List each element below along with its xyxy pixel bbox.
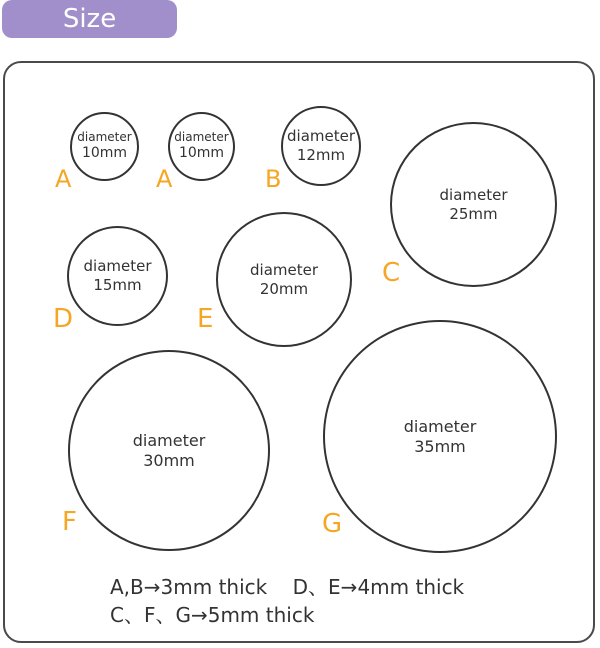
circle-a-first-label: diameter bbox=[77, 130, 132, 145]
circle-c bbox=[390, 122, 557, 287]
letter-e: E bbox=[197, 304, 214, 334]
circle-a-first-size: 10mm bbox=[81, 145, 128, 162]
circle-f-size: 30mm bbox=[143, 450, 195, 470]
circle-f bbox=[68, 350, 270, 551]
thickness-note-line-2: C、F、G→5mm thick bbox=[110, 603, 315, 627]
circle-g-label: diameter bbox=[403, 416, 477, 436]
circle-g-size: 35mm bbox=[414, 436, 466, 456]
letter-b: B bbox=[265, 165, 282, 193]
circle-a-second-size: 10mm bbox=[178, 145, 225, 162]
size-heading-tag bbox=[2, 0, 177, 38]
letter-a-second: A bbox=[156, 165, 173, 193]
letter-a-first: A bbox=[55, 165, 72, 193]
circle-d bbox=[67, 226, 168, 326]
circle-e-label: diameter bbox=[250, 260, 318, 279]
size-heading-text: Size bbox=[62, 4, 117, 34]
thickness-note-line-1: A,B→3mm thick D、E→4mm thick bbox=[110, 575, 465, 599]
circle-a-first bbox=[70, 112, 139, 181]
circle-c-label: diameter bbox=[439, 185, 508, 204]
circle-b bbox=[281, 106, 361, 186]
circle-a-second bbox=[168, 112, 235, 181]
circle-c-size: 25mm bbox=[449, 204, 498, 223]
circle-b-size: 12mm bbox=[296, 146, 346, 164]
letter-g: G bbox=[322, 509, 343, 539]
letter-f: F bbox=[62, 507, 77, 537]
circle-a-second-label: diameter bbox=[174, 130, 229, 145]
circle-g bbox=[323, 320, 557, 553]
circle-d-size: 15mm bbox=[93, 276, 142, 294]
circle-e bbox=[216, 212, 352, 347]
circle-d-label: diameter bbox=[83, 257, 152, 276]
letter-c: C bbox=[382, 258, 401, 288]
circle-e-size: 20mm bbox=[259, 279, 309, 298]
circle-f-label: diameter bbox=[132, 430, 206, 450]
letter-d: D bbox=[53, 304, 74, 334]
circle-b-label: diameter bbox=[287, 127, 355, 146]
